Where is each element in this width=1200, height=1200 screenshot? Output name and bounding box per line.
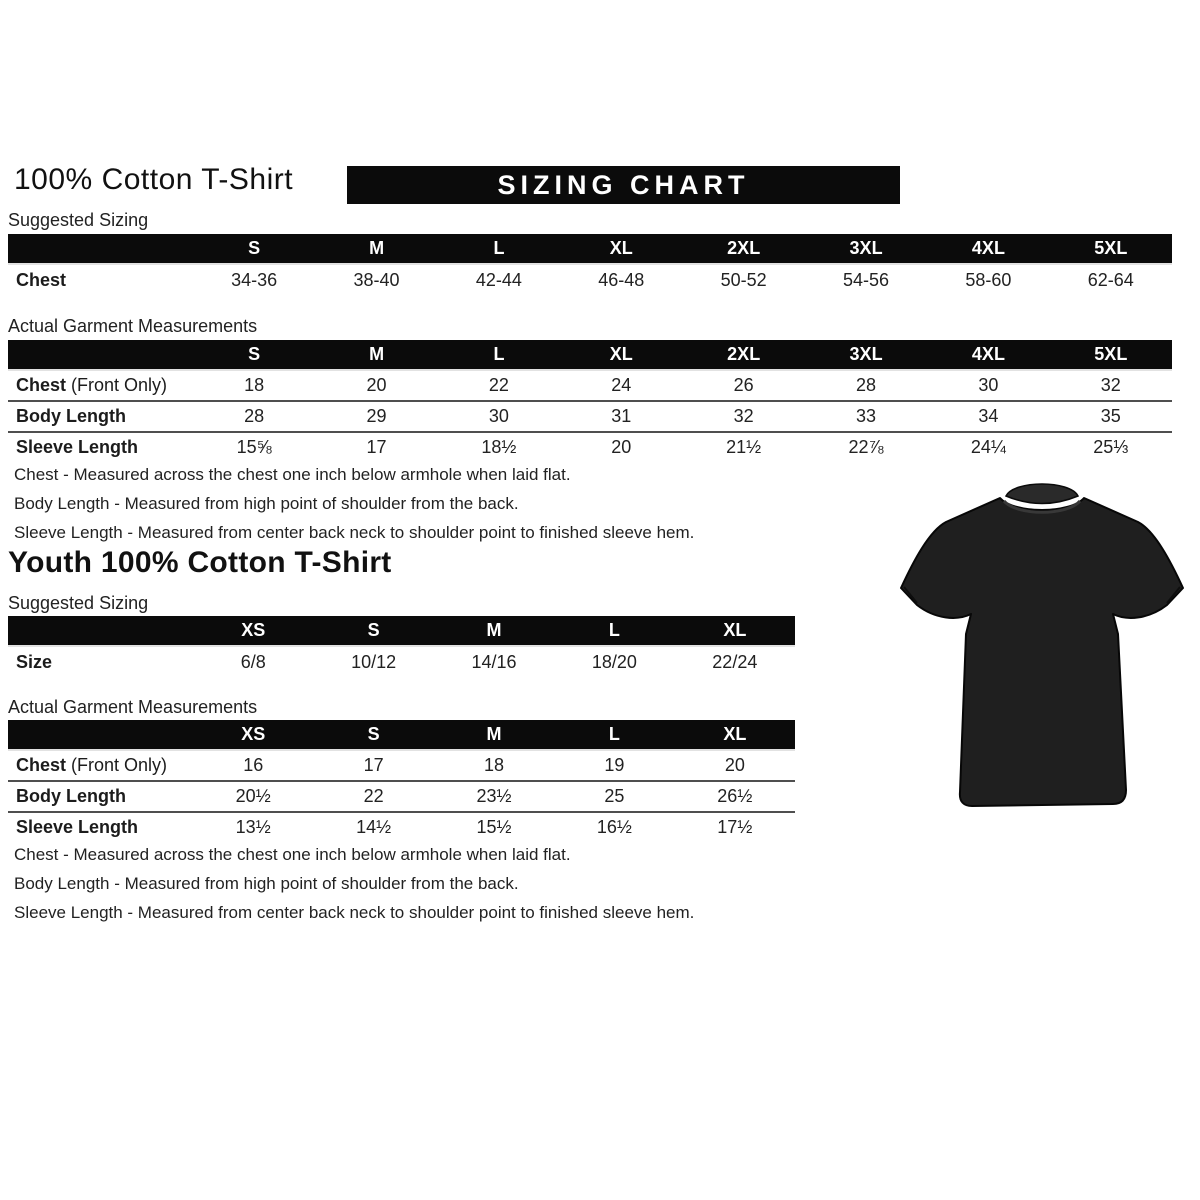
cell: 20 [611, 437, 632, 457]
youth-title: Youth 100% Cotton T-Shirt [8, 546, 392, 579]
note-sleeve-length: Sleeve Length - Measured from center back neck to shoulder point to finished sleeve hem. [14, 523, 695, 542]
note-sleeve-length: Sleeve Length - Measured from center back neck to shoulder point to finished sleeve hem. [14, 903, 695, 922]
youth-suggested-table [8, 616, 795, 678]
col-header-s: S [248, 344, 261, 364]
row-label: Sleeve Length [16, 817, 139, 837]
cell: 6/8 [240, 652, 266, 672]
col-header-l: L [608, 724, 620, 744]
cell: 16 [243, 755, 264, 775]
adult-measurements-table-header [8, 340, 1172, 371]
cell: 30 [488, 406, 509, 426]
row-label: Chest [16, 270, 67, 290]
adult-suggested-table [8, 234, 1172, 296]
col-header-5xl: 5XL [1094, 238, 1128, 258]
col-header-xl: XL [609, 238, 633, 258]
col-header-l: L [493, 238, 505, 258]
row-label: Body Length [16, 406, 126, 426]
cell: 58-60 [965, 270, 1012, 290]
col-header-3xl: 3XL [849, 344, 883, 364]
col-header-4xl: 4XL [971, 238, 1005, 258]
row-label: Body Length [16, 786, 126, 806]
col-header-3xl: 3XL [849, 238, 883, 258]
cell: 32 [733, 406, 754, 426]
note-chest: Chest - Measured across the chest one inch below armhole when laid flat. [14, 845, 571, 864]
adult-suggested-sizing-label: Suggested Sizing [8, 210, 149, 230]
note-chest: Chest - Measured across the chest one inch below armhole when laid flat. [14, 465, 571, 484]
col-header-s: S [367, 724, 380, 744]
table-row-size [8, 647, 795, 678]
note-body-length: Body Length - Measured from high point of shoulder from the back. [14, 874, 519, 893]
cell: 18 [484, 755, 505, 775]
cell: 28 [856, 375, 877, 395]
col-header-xl: XL [609, 344, 633, 364]
cell: 26½ [717, 786, 753, 806]
table-row-body-length [8, 780, 795, 811]
col-header-l: L [608, 620, 620, 640]
page-title: 100% Cotton T-Shirt [14, 163, 294, 196]
cell: 38-40 [353, 270, 400, 290]
cell: 14½ [356, 817, 392, 837]
col-header-m: M [486, 724, 502, 744]
col-header-m: M [369, 344, 385, 364]
cell: 30 [978, 375, 999, 395]
cell: 22 [363, 786, 384, 806]
col-header-5xl: 5XL [1094, 344, 1128, 364]
cell: 13½ [235, 817, 271, 837]
cell: 18 [244, 375, 265, 395]
cell: 24 [611, 375, 632, 395]
cell: 19 [604, 755, 625, 775]
tshirt-icon [892, 472, 1192, 824]
cell: 46-48 [598, 270, 645, 290]
note-body-length: Body Length - Measured from high point of shoulder from the back. [14, 494, 519, 513]
cell: 14/16 [471, 652, 517, 672]
youth-suggested-sizing-label: Suggested Sizing [8, 593, 149, 613]
cell: 54-56 [843, 270, 890, 290]
cell: 16½ [596, 817, 632, 837]
cell: 21½ [726, 437, 762, 457]
cell: 50-52 [720, 270, 767, 290]
cell: 62-64 [1087, 270, 1134, 290]
cell: 20 [366, 375, 387, 395]
cell: 22/24 [712, 652, 758, 672]
table-row-body-length [8, 400, 1172, 431]
col-header-xl: XL [723, 724, 747, 744]
table-row-sleeve-length [8, 431, 1172, 462]
youth-suggested-table-header [8, 616, 795, 647]
cell: 32 [1100, 375, 1121, 395]
table-row [8, 265, 1172, 296]
table-row-sleeve-length [8, 811, 795, 842]
cell: 34-36 [231, 270, 278, 290]
cell: 34 [978, 406, 999, 426]
adult-measurement-notes [14, 460, 694, 547]
col-header-s: S [367, 620, 380, 640]
cell: 31 [611, 406, 632, 426]
col-header-m: M [369, 238, 385, 258]
cell: 22⅞ [848, 437, 884, 457]
col-header-xl: XL [723, 620, 747, 640]
col-header-l: L [493, 344, 505, 364]
cell: 42-44 [475, 270, 522, 290]
cell: 33 [856, 406, 877, 426]
col-header-4xl: 4XL [971, 344, 1005, 364]
col-header-xs: XS [241, 620, 266, 640]
cell: 25 [604, 786, 625, 806]
black-tshirt-image [892, 472, 1192, 824]
youth-actual-measurements-label: Actual Garment Measurements [8, 697, 258, 717]
col-header-s: S [248, 238, 261, 258]
sizing-chart-banner [347, 166, 900, 204]
col-header-xs: XS [241, 724, 266, 744]
table-row-chest [8, 371, 1172, 400]
cell: 17 [366, 437, 387, 457]
cell: 24¼ [970, 437, 1006, 457]
cell: 17½ [717, 817, 753, 837]
adult-suggested-table-header [8, 234, 1172, 265]
col-header-m: M [486, 620, 502, 640]
row-label: Chest (Front Only) [16, 755, 168, 775]
row-label: Size [16, 652, 53, 672]
youth-measurement-notes [14, 840, 694, 927]
cell: 26 [733, 375, 754, 395]
cell: 28 [244, 406, 265, 426]
cell: 35 [1100, 406, 1121, 426]
youth-measurements-table [8, 720, 795, 842]
cell: 18/20 [591, 652, 637, 672]
adult-measurements-table [8, 340, 1172, 462]
table-row-chest [8, 751, 795, 780]
cell: 15½ [476, 817, 512, 837]
cell: 29 [366, 406, 387, 426]
col-header-2xl: 2XL [727, 344, 761, 364]
col-header-2xl: 2XL [727, 238, 761, 258]
row-label: Sleeve Length [16, 437, 139, 457]
cell: 17 [363, 755, 384, 775]
cell: 18½ [481, 437, 517, 457]
cell: 25⅓ [1093, 437, 1129, 457]
row-label: Chest (Front Only) [16, 375, 168, 395]
sizing-chart-banner-text: SIZING CHART [497, 169, 750, 200]
adult-actual-measurements-label: Actual Garment Measurements [8, 316, 258, 336]
cell: 15⅝ [236, 437, 272, 457]
cell: 20½ [235, 786, 271, 806]
cell: 10/12 [351, 652, 397, 672]
cell: 20 [724, 755, 745, 775]
youth-measurements-table-header [8, 720, 795, 751]
cell: 22 [488, 375, 509, 395]
cell: 23½ [476, 786, 512, 806]
